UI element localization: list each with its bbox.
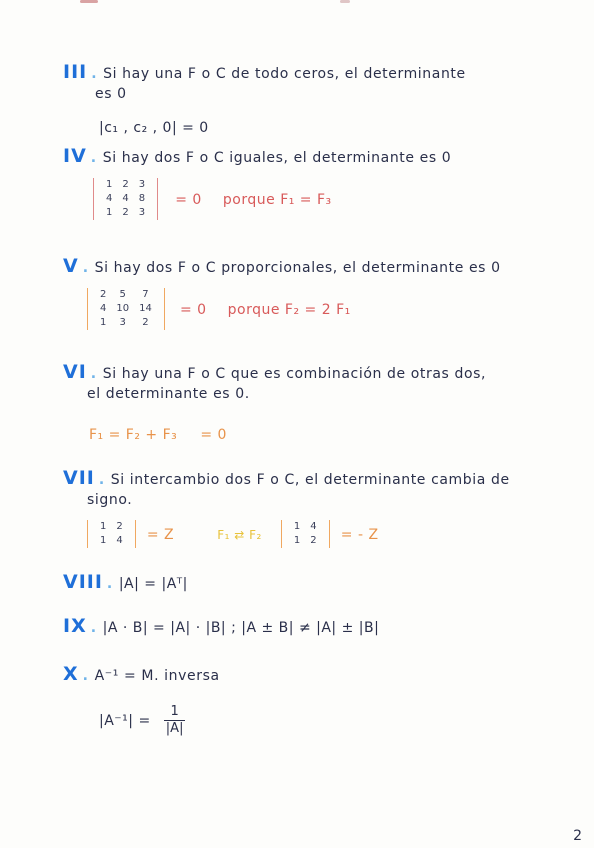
matrix-cell: 4 — [310, 521, 317, 532]
matrix-cell: 7 — [142, 289, 149, 300]
determinant-matrix-a — [85, 520, 138, 548]
rule-text: Si hay una F o C de todo ceros, el determinante — [103, 66, 466, 82]
matrix-cell: 1 — [106, 179, 113, 190]
result: = 0 — [179, 301, 207, 318]
roman-numeral: X — [63, 663, 79, 685]
section-x: X . A⁻¹ = M. inversa |A⁻¹| = $\frac{1}{|A|}$ — [63, 663, 220, 736]
matrix-cell: 3 — [138, 207, 146, 218]
matrix-row — [101, 192, 150, 206]
matrix-cell: 2 — [142, 317, 149, 328]
rule-text: A⁻¹ = M. inversa — [94, 668, 220, 684]
example-formula: |c₁ , c₂ , 0| = 0 — [99, 120, 209, 136]
matrix-cell: 5 — [119, 289, 126, 300]
matrix-cell: 2 — [310, 535, 317, 546]
rule-text: Si intercambio dos F o C, el determinante cambia de — [110, 472, 510, 488]
matrix-row — [95, 534, 128, 548]
rule-text: Si hay dos F o C proporcionales, el determinante es 0 — [94, 260, 501, 276]
denominator: |A| — [165, 721, 184, 736]
roman-numeral: III — [63, 61, 88, 83]
matrix-row — [289, 520, 322, 534]
matrix-cell: 4 — [116, 535, 123, 546]
roman-numeral: V — [63, 255, 79, 277]
rule-text-cont: es 0 — [95, 86, 127, 102]
matrix-row — [289, 534, 322, 548]
matrix-row — [95, 288, 157, 302]
matrix-cell: 1 — [293, 521, 301, 532]
matrix-cell: 4 — [100, 303, 107, 314]
result-a: = Z — [146, 526, 175, 543]
example-formula: F₁ = F₂ + F₃ — [89, 427, 178, 443]
matrix-cell: 8 — [138, 193, 146, 204]
inverse-lhs: |A⁻¹| = — [99, 713, 151, 729]
matrix-row — [101, 178, 150, 192]
roman-numeral: VII — [63, 467, 95, 489]
matrix-cell: 1 — [106, 207, 113, 218]
formula: |A| = |Aᵀ| — [118, 576, 188, 592]
result-b: = - Z — [340, 526, 379, 543]
numerator: 1 — [170, 704, 179, 719]
page-number: 2 — [573, 828, 582, 844]
matrix-cell: 3 — [119, 317, 126, 328]
matrix-cell: 2 — [116, 521, 123, 532]
matrix-row — [95, 520, 128, 534]
row-swap: F₁ ⇄ F₂ — [217, 527, 262, 542]
result: = 0 — [200, 427, 227, 443]
matrix-cell: 2 — [122, 179, 129, 190]
section-viii: VIII . |A| = |Aᵀ| — [63, 571, 188, 593]
matrix-row — [95, 316, 157, 330]
section-ix: IX . |A · B| = |A| · |B| ; |A ± B| ≠ |A| ± |B| — [63, 615, 380, 637]
matrix-cell: 1 — [100, 535, 107, 546]
matrix-cell: 2 — [122, 207, 129, 218]
section-iii: III . Si hay una F o C de todo ceros, el determinante es 0 |c₁ , c₂ , 0| = 0 — [63, 61, 466, 136]
matrix-row — [95, 302, 157, 316]
reason: porque F₁ = F₃ — [222, 191, 332, 208]
matrix-cell: 4 — [106, 193, 113, 204]
matrix-row — [101, 206, 150, 220]
determinant-matrix — [91, 178, 160, 220]
matrix-cell: 4 — [122, 193, 129, 204]
matrix-cell: 10 — [116, 303, 130, 314]
matrix-cell: 1 — [100, 317, 107, 328]
matrix-cell: 14 — [139, 303, 152, 314]
roman-numeral: IV — [63, 145, 87, 167]
section-iv: IV . Si hay dos F o C iguales, el determinante es 0 1 2 3 4 4 8 1 2 3 = 0 porque F₁ = F₃ — [63, 145, 452, 218]
reason: porque F₂ = 2 F₁ — [227, 301, 351, 318]
top-edge-marks — [0, 0, 594, 4]
section-vii: VII . Si intercambio dos F o C, el determinante cambia de signo. 1 2 1 4 = Z F₁ ⇄ F₂ 1 4 1 2 = - Z — [63, 467, 510, 546]
determinant-matrix — [85, 288, 167, 330]
rule-text-cont: signo. — [87, 492, 133, 508]
rule-text-cont: el determinante es 0. — [87, 386, 250, 402]
roman-numeral: VIII — [63, 571, 103, 593]
matrix-cell: 2 — [100, 289, 107, 300]
determinant-matrix-b — [279, 520, 332, 548]
result: = 0 — [175, 191, 202, 208]
section-v: V . Si hay dos F o C proporcionales, el determinante es 0 2 5 7 4 10 14 1 3 2 = 0 porque F₂ = 2 F₁ — [63, 255, 501, 328]
rule-text: Si hay dos F o C iguales, el determinante es 0 — [102, 150, 452, 166]
formula: |A · B| = |A| · |B| ; |A ± B| ≠ |A| ± |B| — [102, 620, 380, 636]
matrix-cell: 1 — [100, 521, 107, 532]
fraction — [164, 704, 186, 737]
section-vi: VI . Si hay una F o C que es combinación de otras dos, el determinante es 0. F₁ = F₂ + F₃ = 0 — [63, 361, 487, 443]
matrix-cell: 3 — [138, 179, 146, 190]
roman-numeral: IX — [63, 615, 87, 637]
matrix-cell: 1 — [293, 535, 301, 546]
rule-text: Si hay una F o C que es combinación de otras dos, — [102, 366, 487, 382]
roman-numeral: VI — [63, 361, 87, 383]
